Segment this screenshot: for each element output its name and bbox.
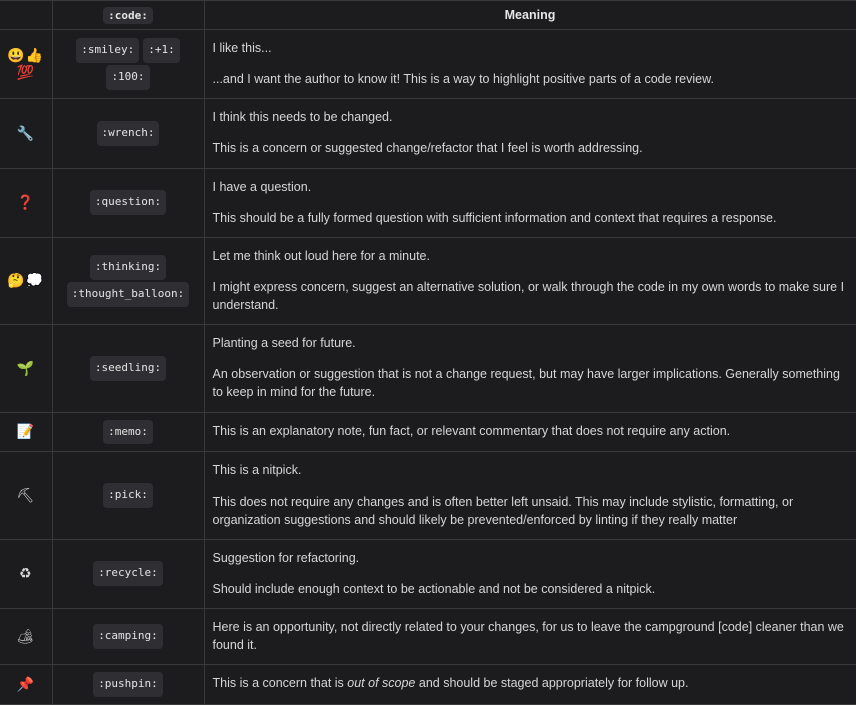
meaning-paragraph: This should be a fully formed question with sufficient information and context that requires a response.	[212, 210, 777, 225]
emoji-icon: 🌱	[16, 359, 35, 376]
column-header-meaning: Meaning	[204, 1, 856, 30]
table-row	[0, 665, 856, 705]
table-row	[0, 539, 856, 608]
table-row	[0, 99, 856, 168]
code-cell	[52, 609, 204, 665]
meaning-paragraph: Let me think out loud here for a minute.	[212, 248, 430, 263]
emoji-cell	[0, 30, 52, 99]
meaning-cell	[204, 168, 856, 237]
meaning-paragraph: Here is an opportunity, not directly related to your changes, for us to leave the campground [code] cleaner than we found it.	[212, 620, 844, 653]
emphasis-text: out of scope	[347, 676, 416, 691]
emoji-cell	[0, 452, 52, 539]
column-header-code	[52, 1, 204, 30]
meaning-cell	[204, 452, 856, 539]
emoji-cell	[0, 237, 52, 324]
code-cell	[52, 99, 204, 168]
table-row	[0, 30, 856, 99]
code-chip: :thought_balloon:	[67, 282, 190, 307]
emoji-icon: 🔧	[16, 124, 35, 141]
table-header-row	[0, 1, 856, 30]
meaning-cell	[204, 665, 856, 705]
code-cell	[52, 30, 204, 99]
meaning-paragraph: I think this needs to be changed.	[212, 110, 393, 125]
code-cell	[52, 539, 204, 608]
meaning-paragraph: This is a concern that is out of scope and should be staged appropriately for follow up.	[212, 676, 689, 691]
meaning-paragraph: This is an explanatory note, fun fact, or relevant commentary that does not require any action.	[212, 423, 731, 438]
meaning-paragraph: I might express concern, suggest an alternative solution, or walk through the code in my own words to make sure I understand.	[212, 279, 845, 312]
code-chip: :memo:	[103, 420, 153, 445]
emoji-icon: 🤔💭	[7, 272, 45, 289]
code-cell	[52, 412, 204, 452]
meaning-paragraph: An observation or suggestion that is not a change request, but may have larger implications. Generally something to keep in mind for the future.	[212, 367, 840, 400]
emoji-icon: ♻	[18, 565, 33, 582]
table-row	[0, 609, 856, 665]
code-chip: :camping:	[93, 624, 163, 649]
meaning-paragraph: ...and I want the author to know it! This is a way to highlight positive parts of a code review.	[212, 72, 714, 87]
table-body	[0, 30, 856, 705]
emoji-cell	[0, 99, 52, 168]
code-chip: :seedling:	[90, 356, 166, 381]
table-row	[0, 237, 856, 324]
code-cell	[52, 237, 204, 324]
meaning-paragraph: Should include enough context to be actionable and not be considered a nitpick.	[212, 581, 656, 596]
table-row	[0, 452, 856, 539]
code-chip: :wrench:	[97, 121, 160, 146]
column-header-emoji	[0, 1, 52, 30]
emoji-cell	[0, 665, 52, 705]
code-chip: :question:	[90, 190, 166, 215]
meaning-paragraph: Planting a seed for future.	[212, 336, 356, 351]
meaning-cell	[204, 99, 856, 168]
emoji-icon: 💯	[16, 64, 35, 81]
meaning-paragraph: I have a question.	[212, 179, 312, 194]
code-chip: :100:	[106, 65, 149, 90]
table-row	[0, 412, 856, 452]
code-chip: :recycle:	[93, 561, 163, 586]
code-chip: :pick:	[103, 483, 153, 508]
emoji-icon: 📝	[16, 423, 35, 440]
code-cell	[52, 665, 204, 705]
emoji-icon: 😃👍	[7, 46, 45, 63]
meaning-cell	[204, 325, 856, 412]
meaning-cell	[204, 30, 856, 99]
meaning-paragraph: This is a nitpick.	[212, 463, 302, 478]
meaning-cell	[204, 412, 856, 452]
meaning-paragraph: This does not require any changes and is often better left unsaid. This may include stylistic, formatting, or organization suggestions and should likely be prevented/enforced by linting if they really matter	[212, 494, 794, 527]
table-header	[0, 1, 856, 30]
emoji-cell	[0, 609, 52, 665]
table-row	[0, 325, 856, 412]
emoji-icon: 🏕	[16, 627, 36, 644]
code-chip: :pushpin:	[93, 672, 163, 697]
code-chip: :smiley:	[76, 38, 139, 63]
emoji-cell	[0, 168, 52, 237]
emoji-cell	[0, 412, 52, 452]
code-cell	[52, 325, 204, 412]
meaning-cell	[204, 539, 856, 608]
emoji-icon: ❓	[16, 193, 35, 210]
code-chip: :code:	[103, 7, 153, 24]
table-row	[0, 168, 856, 237]
meaning-cell	[204, 237, 856, 324]
code-cell	[52, 168, 204, 237]
emoji-icon: ⛏	[16, 486, 36, 503]
emoji-cell	[0, 325, 52, 412]
meaning-paragraph: I like this...	[212, 41, 272, 55]
code-cell	[52, 452, 204, 539]
meaning-paragraph: This is a concern or suggested change/refactor that I feel is worth addressing.	[212, 141, 643, 156]
emoji-cell	[0, 539, 52, 608]
emoji-icon: 📌	[16, 675, 35, 692]
meaning-paragraph: Suggestion for refactoring.	[212, 550, 360, 565]
meaning-cell	[204, 609, 856, 665]
code-chip: :thinking:	[90, 255, 166, 280]
code-chip: :+1:	[143, 38, 180, 63]
